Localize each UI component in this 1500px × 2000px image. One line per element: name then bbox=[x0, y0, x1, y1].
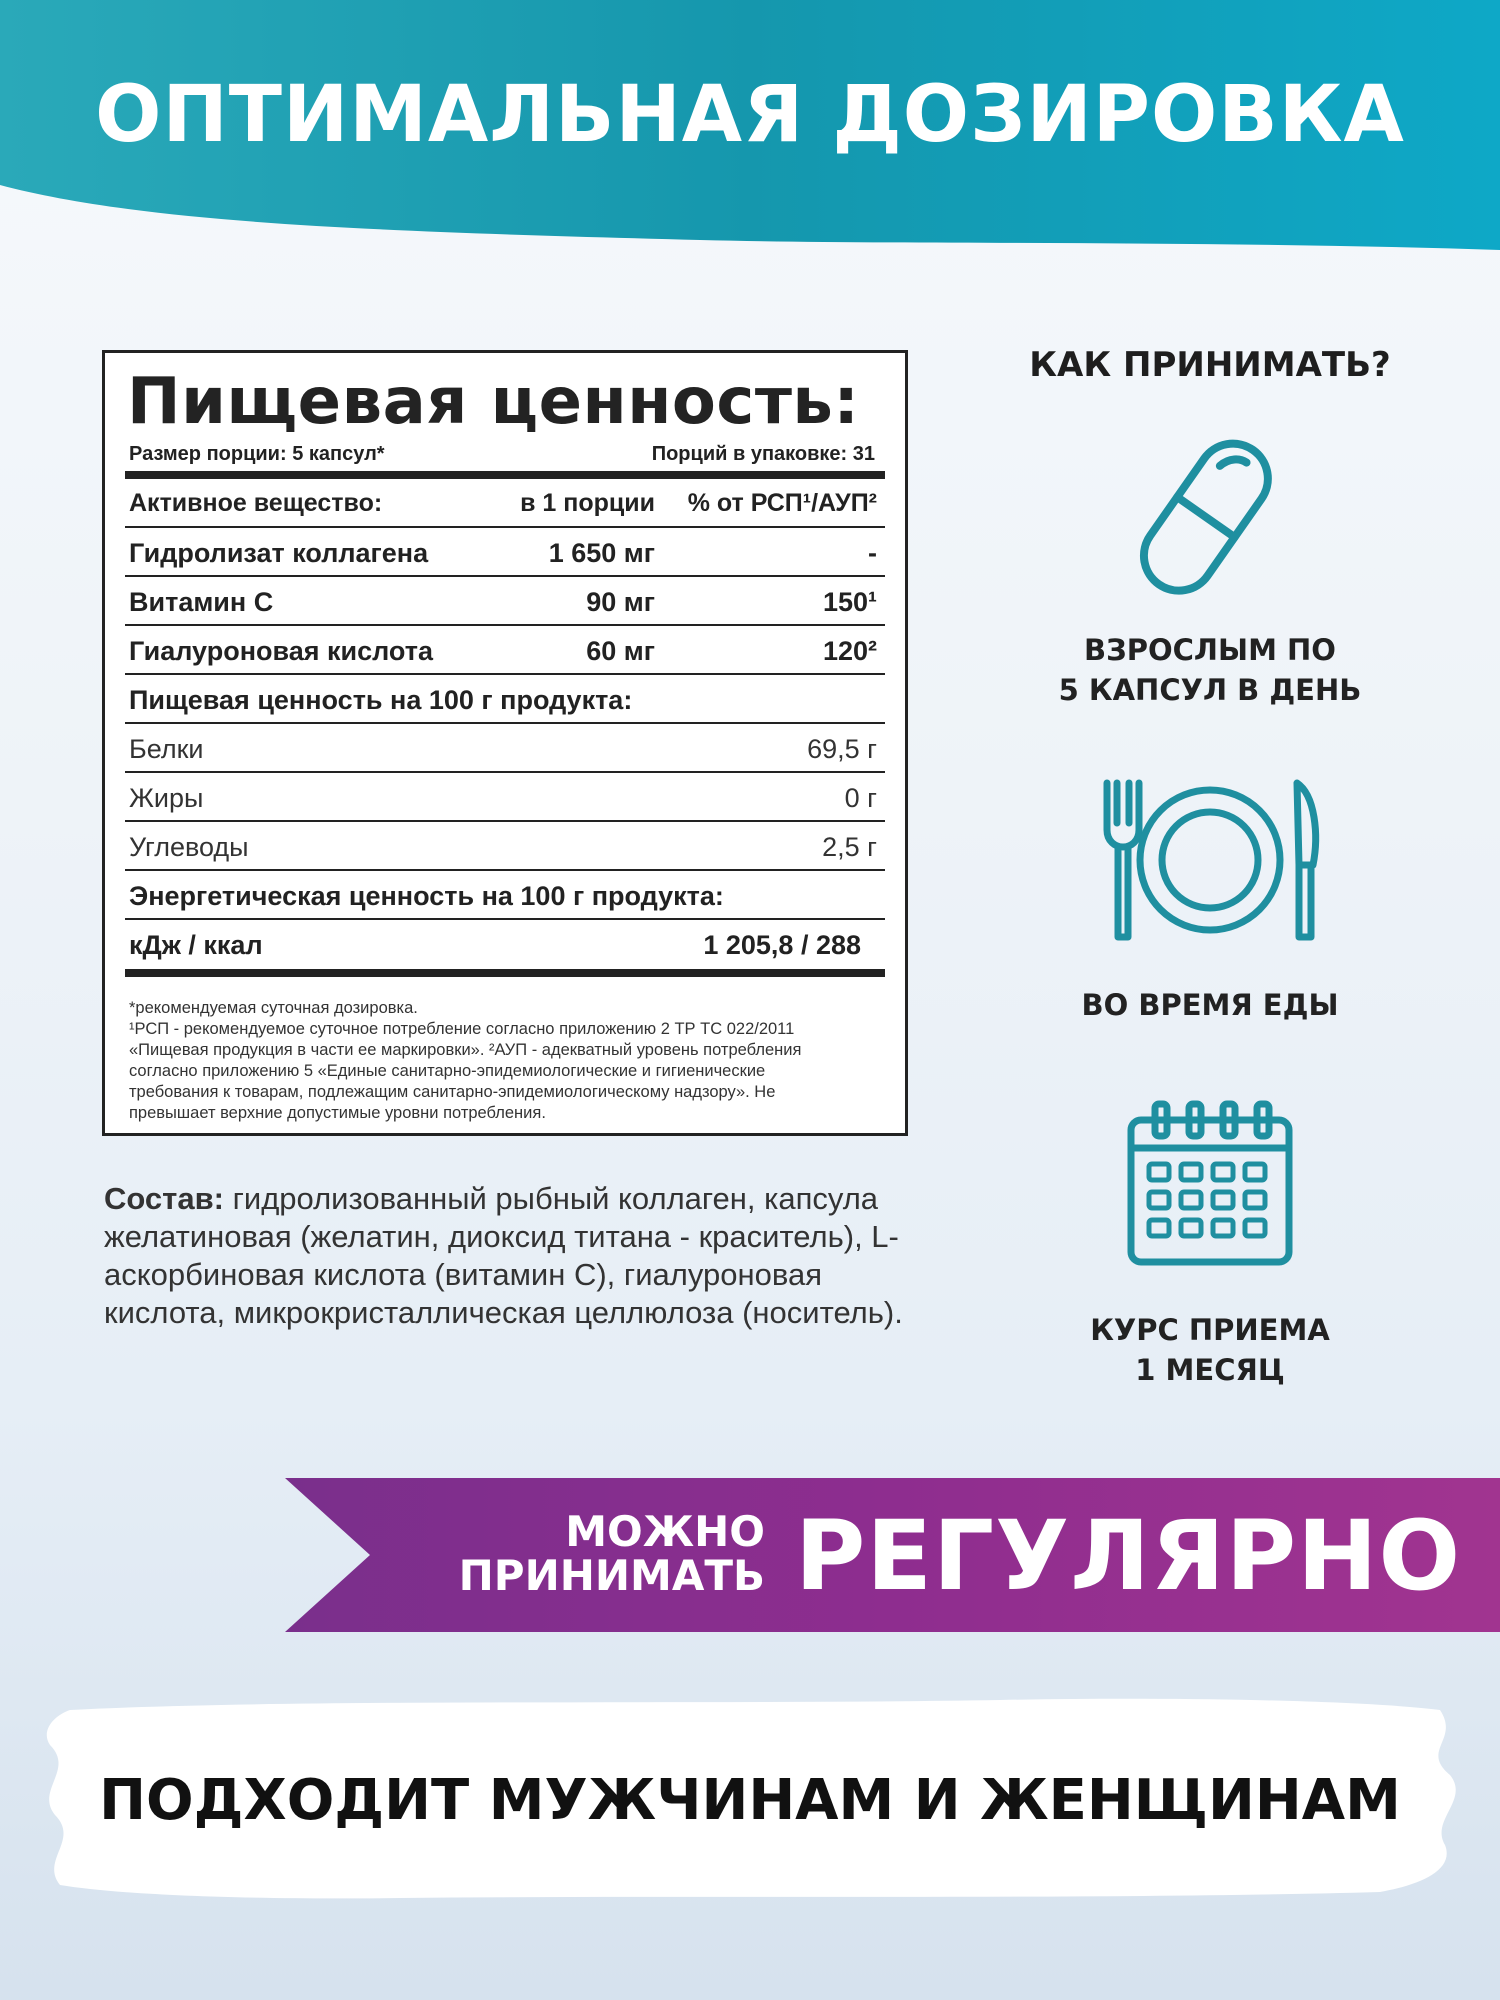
how-to-take-item-meal bbox=[1010, 775, 1410, 1025]
column-header-substance: Активное вещество: bbox=[129, 489, 383, 517]
table-row bbox=[125, 626, 885, 675]
footnotes bbox=[129, 998, 899, 1124]
regular-use-banner bbox=[0, 1470, 1500, 1640]
table-header-row bbox=[125, 479, 885, 528]
composition bbox=[104, 1180, 924, 1332]
row-name: Жиры bbox=[129, 783, 204, 813]
row-name: Углеводы bbox=[129, 832, 249, 862]
divider bbox=[125, 969, 885, 977]
dosage-line-2: 5 КАПСУЛ В ДЕНЬ bbox=[1058, 673, 1362, 707]
row-value: 2,5 г bbox=[822, 832, 877, 862]
footnote-line: ¹РСП - рекомендуемое суточное потребление согласно приложению 2 ТР ТС 022/2011 bbox=[129, 1020, 795, 1038]
row-name: кДж / ккал bbox=[129, 930, 263, 960]
composition-label: Состав: bbox=[104, 1181, 224, 1216]
table-row bbox=[125, 822, 885, 871]
row-amount: 90 мг bbox=[586, 587, 655, 617]
dosage-line-1: ВЗРОСЛЫМ ПО bbox=[1084, 633, 1336, 667]
footnote-line: согласно приложению 5 «Единые санитарно-эпидемиологические и гигиенические bbox=[129, 1062, 766, 1080]
banner-big-text: РЕГУЛЯРНО bbox=[795, 1500, 1462, 1612]
row-name: Витамин С bbox=[129, 587, 274, 617]
row-amount: 60 мг bbox=[586, 636, 655, 666]
row-name: Гидролизат коллагена bbox=[129, 538, 429, 568]
suitable-for-text: ПОДХОДИТ МУЖЧИНАМ И ЖЕНЩИНАМ bbox=[99, 1768, 1401, 1833]
energy-heading-row bbox=[125, 871, 885, 920]
column-header-percent: % от РСП¹/АУП² bbox=[687, 489, 877, 517]
table-row bbox=[125, 528, 885, 577]
footnote-line: превышает верхние допустимые уровни потребления. bbox=[129, 1104, 546, 1122]
nutrition-facts-panel bbox=[102, 350, 908, 1136]
per100-heading: Пищевая ценность на 100 г продукта: bbox=[129, 685, 633, 715]
banner-small-line-2: ПРИНИМАТЬ bbox=[458, 1551, 765, 1600]
row-percent: - bbox=[868, 538, 877, 568]
table-row bbox=[125, 920, 885, 969]
row-percent: 150¹ bbox=[822, 587, 877, 617]
footnote-line: требования к товарам, подлежащим санитарно-эпидемиологическому надзору». Не bbox=[129, 1083, 776, 1101]
table-row bbox=[125, 773, 885, 822]
row-value: 0 г bbox=[844, 783, 877, 813]
footnote-line: «Пищевая продукция в части ее маркировки». ²АУП - адекватный уровень потребления bbox=[129, 1041, 802, 1059]
plate-cutlery-icon bbox=[1085, 775, 1335, 945]
footnote-line: *рекомендуемая суточная дозировка. bbox=[129, 999, 418, 1017]
course-line-1: КУРС ПРИЕМА bbox=[1090, 1313, 1330, 1347]
banner-small-text bbox=[420, 1507, 765, 1600]
how-to-take-item-dosage bbox=[1010, 430, 1410, 710]
course-line-2: 1 МЕСЯЦ bbox=[1135, 1353, 1285, 1387]
calendar-icon bbox=[1125, 1100, 1295, 1270]
row-name: Гиалуроновая кислота bbox=[129, 636, 433, 666]
divider bbox=[125, 471, 885, 479]
capsule-icon bbox=[1135, 430, 1285, 610]
table-row bbox=[125, 577, 885, 626]
serving-size: Размер порции: 5 капсул* bbox=[129, 443, 385, 465]
how-to-take-item-course bbox=[1010, 1100, 1410, 1390]
page-title: ОПТИМАЛЬНАЯ ДОЗИРОВКА bbox=[95, 70, 1405, 160]
row-value: 69,5 г bbox=[807, 734, 877, 764]
table-row bbox=[125, 724, 885, 773]
row-amount: 1 650 мг bbox=[548, 538, 655, 568]
header-banner bbox=[0, 0, 1500, 260]
column-header-per-serving: в 1 порции bbox=[520, 489, 655, 517]
servings-per-pack: Порций в упаковке: 31 bbox=[651, 443, 875, 465]
row-value: 1 205,8 / 288 bbox=[703, 930, 861, 960]
nutrition-title: Пищевая ценность: bbox=[127, 365, 860, 439]
composition-text: гидролизованный рыбный коллаген, капсула желатиновая (желатин, диоксид титана - краситель), L-аскорбиновая кислота (витамин С), гиалуроновая кислота, микрокристаллическая целлюлоза (носитель). bbox=[104, 1181, 903, 1330]
banner-small-line-1: МОЖНО bbox=[565, 1507, 765, 1556]
per100-heading-row bbox=[125, 675, 885, 724]
row-name: Белки bbox=[129, 734, 204, 764]
row-percent: 120² bbox=[822, 636, 877, 666]
bottom-brush-panel bbox=[0, 1680, 1500, 1920]
energy-heading: Энергетическая ценность на 100 г продукта: bbox=[129, 881, 724, 911]
how-to-take-title: КАК ПРИНИМАТЬ? bbox=[1029, 345, 1391, 385]
meal-label: ВО ВРЕМЯ ЕДЫ bbox=[1081, 988, 1339, 1022]
